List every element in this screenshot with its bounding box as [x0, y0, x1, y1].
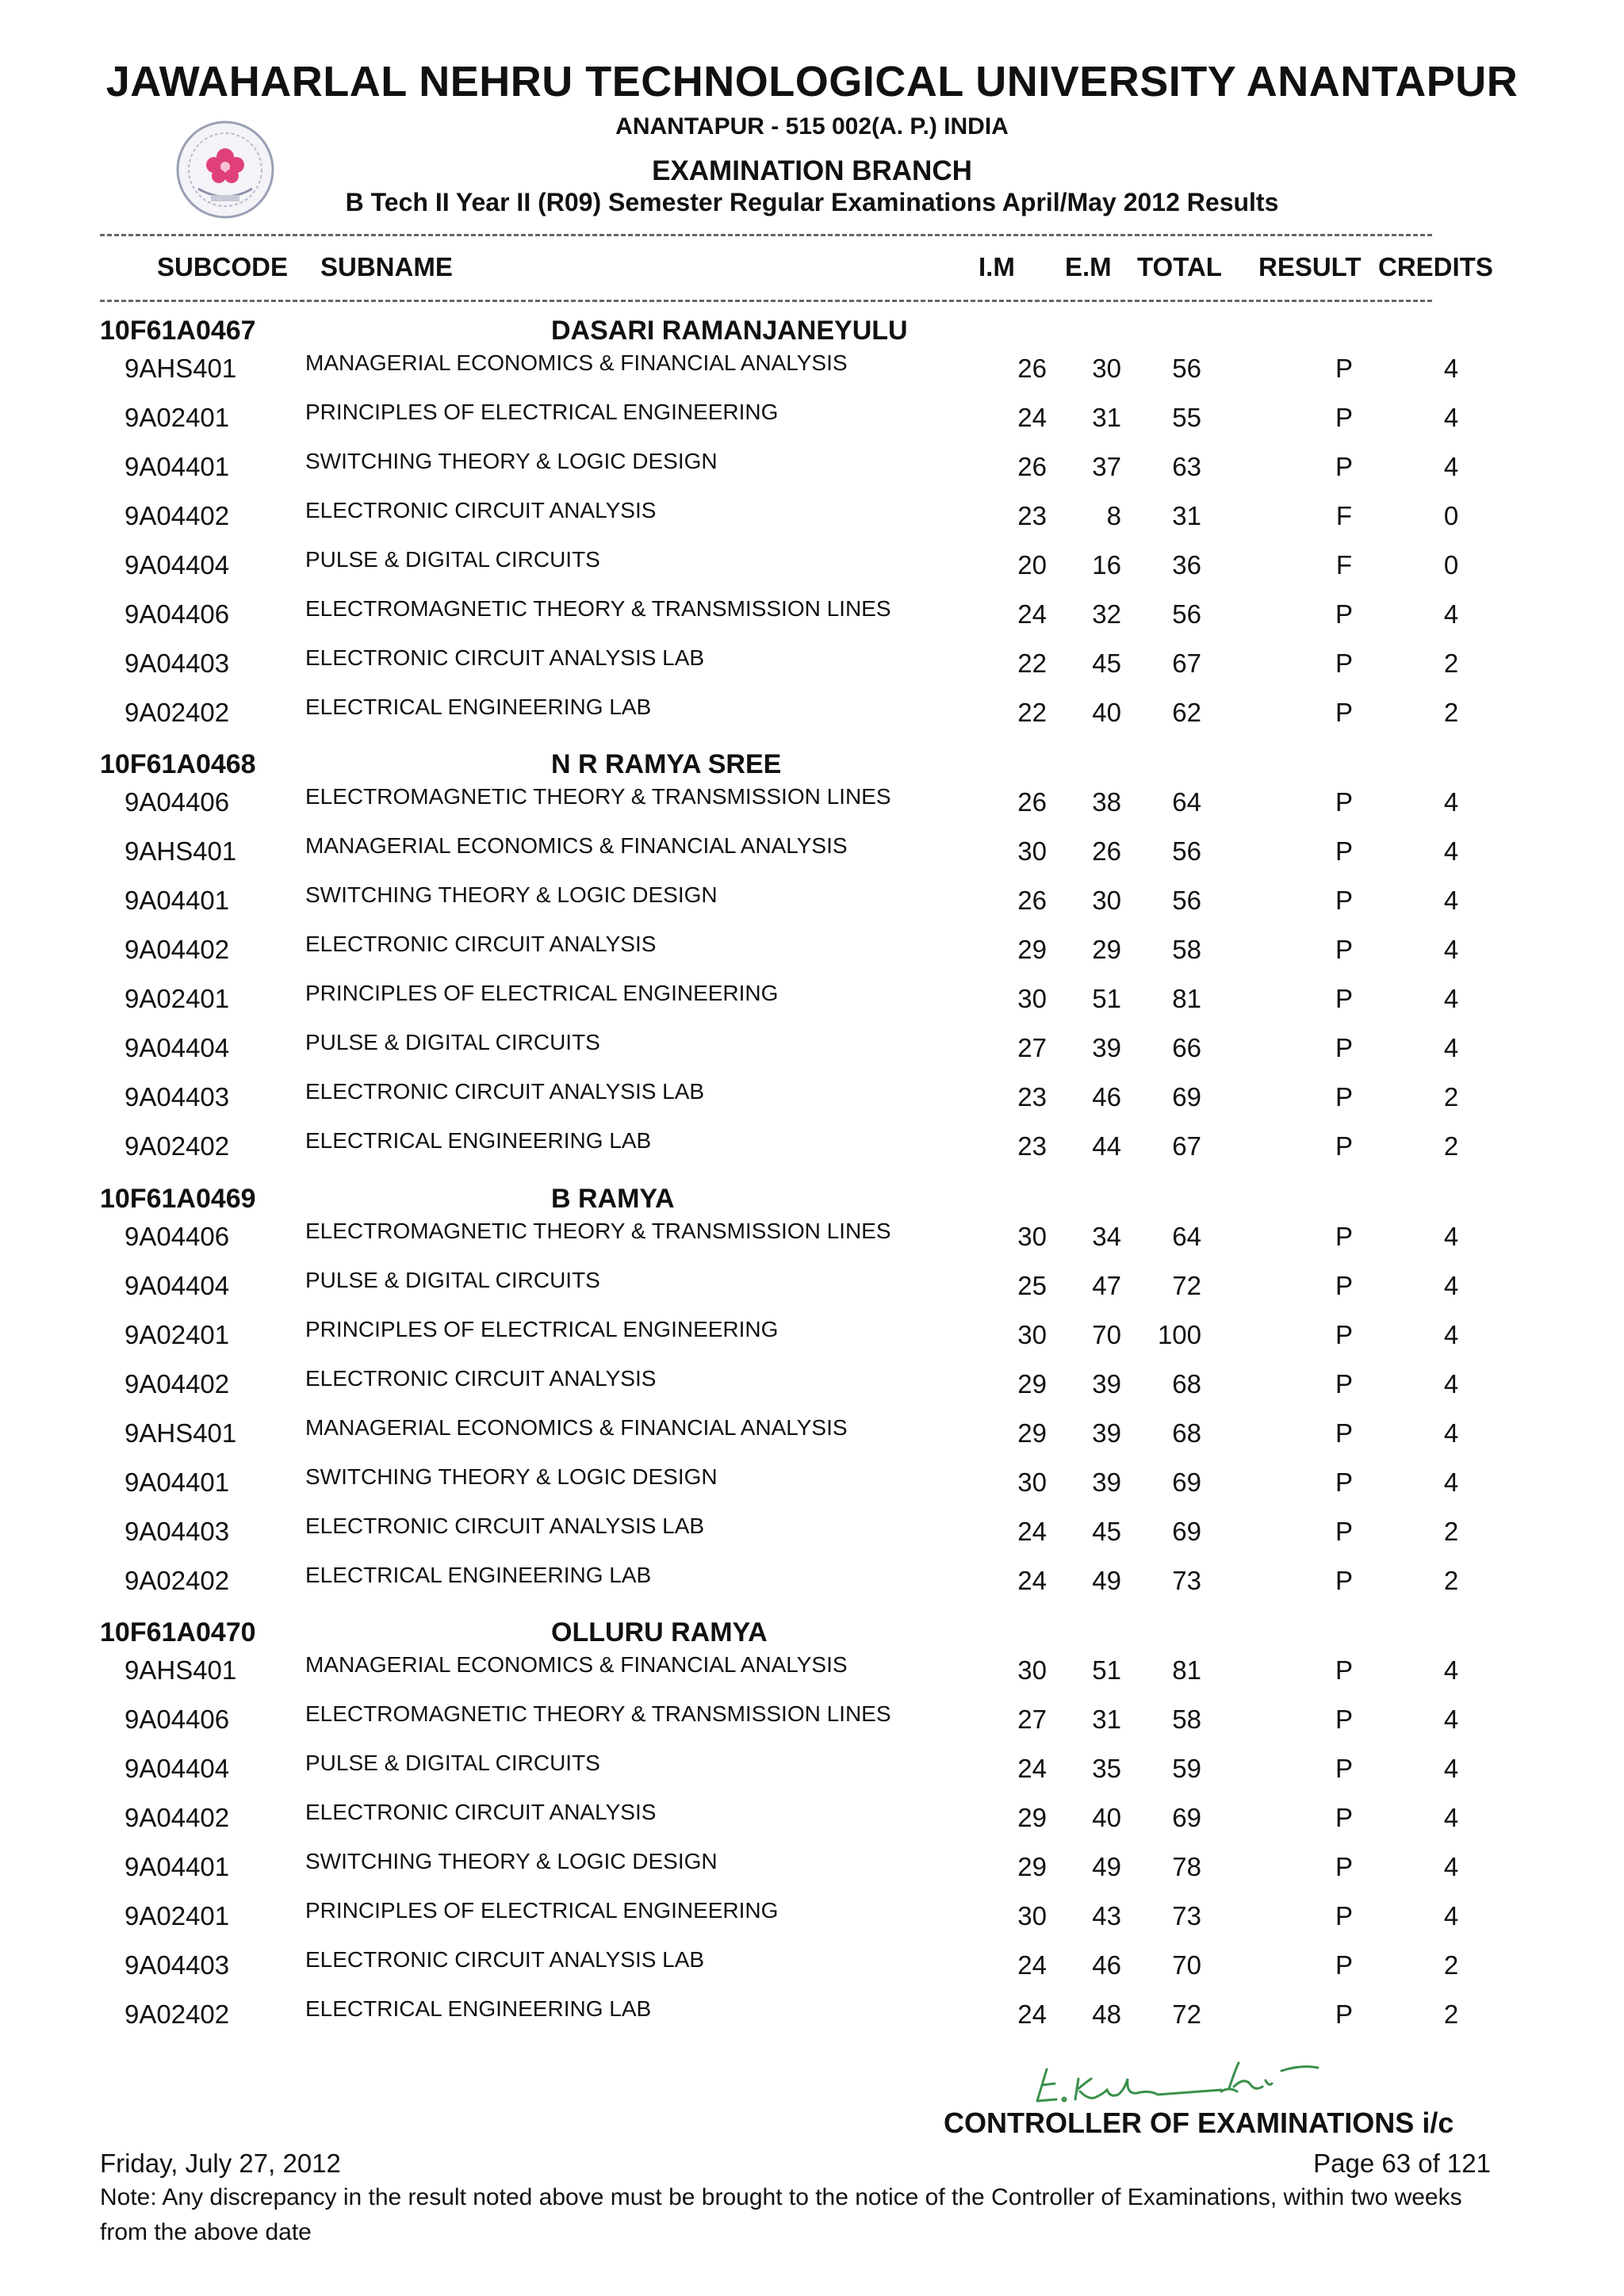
result: P [1335, 1517, 1353, 1546]
subject-code: 9A04404 [124, 1033, 230, 1062]
internal-marks: 30 [1017, 1320, 1047, 1349]
col-result: RESULT [1258, 252, 1362, 281]
total-marks: 73 [1172, 1566, 1201, 1595]
subject-name: ELECTROMAGNETIC THEORY & TRANSMISSION LINES [305, 596, 891, 621]
subject-code: 9A02402 [124, 1999, 230, 2029]
external-marks: 40 [1092, 1803, 1121, 1832]
table-row [0, 1898, 1624, 1946]
total-marks: 72 [1172, 1999, 1201, 2029]
credits: 4 [1443, 1705, 1459, 1734]
total-marks: 66 [1172, 1033, 1201, 1062]
table-row [0, 1219, 1624, 1266]
internal-marks: 24 [1017, 403, 1047, 432]
credits: 4 [1443, 403, 1459, 432]
subject-name: ELECTRONIC CIRCUIT ANALYSIS LAB [305, 1079, 705, 1104]
subject-code: 9A04403 [124, 649, 230, 678]
credits: 4 [1443, 1033, 1459, 1062]
student-name: DASARI RAMANJANEYULU [551, 316, 908, 346]
total-marks: 78 [1172, 1852, 1201, 1881]
subject-code: 9AHS401 [124, 836, 237, 866]
subject-code: 9A02401 [124, 1320, 230, 1349]
external-marks: 49 [1092, 1852, 1121, 1881]
result: P [1335, 1754, 1353, 1783]
total-marks: 69 [1172, 1082, 1201, 1112]
subject-name: ELECTRONIC CIRCUIT ANALYSIS LAB [305, 645, 705, 670]
discrepancy-note: Note: Any discrepancy in the result noted above must be brought to the notice of the Controller of Examinations, within two weeks from the above date [100, 2184, 1462, 2245]
subject-name: PULSE & DIGITAL CIRCUITS [305, 1751, 600, 1775]
external-marks: 30 [1092, 886, 1121, 915]
subject-name: ELECTRONIC CIRCUIT ANALYSIS LAB [305, 1947, 705, 1972]
credits: 2 [1443, 1082, 1459, 1112]
result: P [1335, 403, 1353, 432]
table-row [0, 981, 1624, 1028]
hall-ticket-number: 10F61A0470 [100, 1617, 256, 1647]
col-credits: CREDITS [1378, 252, 1493, 281]
credits: 4 [1443, 886, 1459, 915]
table-row [0, 833, 1624, 881]
total-marks: 56 [1172, 599, 1201, 629]
external-marks: 30 [1092, 354, 1121, 383]
credits: 4 [1443, 599, 1459, 629]
credits: 0 [1443, 550, 1459, 580]
credits: 4 [1443, 1803, 1459, 1832]
external-marks: 38 [1092, 787, 1121, 817]
student-name: B RAMYA [551, 1184, 675, 1214]
subject-code: 9AHS401 [124, 1655, 237, 1685]
subject-name: ELECTRONIC CIRCUIT ANALYSIS LAB [305, 1513, 705, 1538]
credits: 4 [1443, 1369, 1459, 1399]
total-marks: 58 [1172, 935, 1201, 964]
internal-marks: 29 [1017, 1803, 1047, 1832]
table-row [0, 596, 1624, 644]
external-marks: 31 [1092, 403, 1121, 432]
col-subcode: SUBCODE [157, 252, 289, 281]
internal-marks: 24 [1017, 1999, 1047, 2029]
table-row [0, 1128, 1624, 1176]
table-row [0, 1996, 1624, 2044]
internal-marks: 29 [1017, 1418, 1047, 1448]
divider [100, 300, 1432, 302]
col-im: I.M [979, 252, 1015, 281]
credits: 2 [1443, 1566, 1459, 1595]
credits: 4 [1443, 1901, 1459, 1931]
external-marks: 39 [1092, 1033, 1121, 1062]
subject-name: ELECTROMAGNETIC THEORY & TRANSMISSION LINES [305, 1701, 891, 1726]
internal-marks: 30 [1017, 984, 1047, 1013]
table-row [0, 1947, 1624, 1995]
result: P [1335, 1222, 1353, 1251]
signature-icon [1031, 2055, 1332, 2110]
subject-name: PRINCIPLES OF ELECTRICAL ENGINEERING [305, 981, 779, 1005]
subject-code: 9A02401 [124, 403, 230, 432]
total-marks: 56 [1172, 836, 1201, 866]
table-row [0, 1268, 1624, 1315]
total-marks: 68 [1172, 1418, 1201, 1448]
subject-code: 9A04403 [124, 1082, 230, 1112]
subject-name: ELECTRONIC CIRCUIT ANALYSIS [305, 1366, 657, 1391]
external-marks: 37 [1092, 452, 1121, 481]
credits: 4 [1443, 1655, 1459, 1685]
divider [100, 234, 1432, 236]
internal-marks: 25 [1017, 1271, 1047, 1300]
total-marks: 59 [1172, 1754, 1201, 1783]
subject-code: 9AHS401 [124, 1418, 237, 1448]
result: P [1335, 1082, 1353, 1112]
credits: 4 [1443, 354, 1459, 383]
subject-code: 9A04406 [124, 787, 230, 817]
subject-code: 9A04406 [124, 599, 230, 629]
external-marks: 45 [1092, 649, 1121, 678]
subject-code: 9A04402 [124, 935, 230, 964]
credits: 4 [1443, 452, 1459, 481]
subject-code: 9AHS401 [124, 354, 237, 383]
hall-ticket-number: 10F61A0467 [100, 316, 256, 346]
subject-code: 9A04401 [124, 452, 230, 481]
total-marks: 56 [1172, 886, 1201, 915]
subject-code: 9A04404 [124, 550, 230, 580]
result: P [1335, 1033, 1353, 1062]
result: F [1335, 550, 1353, 580]
total-marks: 73 [1172, 1901, 1201, 1931]
credits: 4 [1443, 1418, 1459, 1448]
internal-marks: 20 [1017, 550, 1047, 580]
subject-code: 9A04402 [124, 501, 230, 530]
subject-name: PULSE & DIGITAL CIRCUITS [305, 1268, 600, 1292]
external-marks: 34 [1092, 1222, 1121, 1251]
credits: 4 [1443, 1320, 1459, 1349]
internal-marks: 24 [1017, 1517, 1047, 1546]
total-marks: 70 [1172, 1950, 1201, 1980]
external-marks: 39 [1092, 1468, 1121, 1497]
subject-code: 9A04403 [124, 1517, 230, 1546]
result: P [1335, 599, 1353, 629]
external-marks: 8 [1106, 501, 1121, 530]
table-row [0, 400, 1624, 447]
col-total: TOTAL [1137, 252, 1222, 281]
result: P [1335, 698, 1353, 727]
result: P [1335, 1950, 1353, 1980]
external-marks: 31 [1092, 1705, 1121, 1734]
credits: 4 [1443, 1754, 1459, 1783]
table-row [0, 498, 1624, 545]
credits: 4 [1443, 1222, 1459, 1251]
credits: 2 [1443, 649, 1459, 678]
internal-marks: 24 [1017, 1566, 1047, 1595]
result: P [1335, 452, 1353, 481]
subject-code: 9A04404 [124, 1271, 230, 1300]
table-row [0, 695, 1624, 742]
subject-name: ELECTRICAL ENGINEERING LAB [305, 695, 652, 719]
credits: 2 [1443, 1517, 1459, 1546]
page-number: Page 63 of 121 [1313, 2149, 1491, 2178]
subject-code: 9A02402 [124, 698, 230, 727]
table-row [0, 1701, 1624, 1749]
internal-marks: 24 [1017, 1754, 1047, 1783]
total-marks: 58 [1172, 1705, 1201, 1734]
subject-name: MANAGERIAL ECONOMICS & FINANCIAL ANALYSIS [305, 1652, 848, 1677]
table-row [0, 547, 1624, 595]
external-marks: 46 [1092, 1950, 1121, 1980]
table-row [0, 1751, 1624, 1798]
credits: 2 [1443, 1999, 1459, 2029]
subject-code: 9A02401 [124, 984, 230, 1013]
external-marks: 45 [1092, 1517, 1121, 1546]
result: P [1335, 1803, 1353, 1832]
result: P [1335, 1468, 1353, 1497]
result: P [1335, 1418, 1353, 1448]
table-row [0, 882, 1624, 930]
external-marks: 51 [1092, 984, 1121, 1013]
credits: 4 [1443, 836, 1459, 866]
subject-name: ELECTRICAL ENGINEERING LAB [305, 1563, 652, 1587]
result: P [1335, 1655, 1353, 1685]
print-date: Friday, July 27, 2012 [100, 2149, 341, 2178]
internal-marks: 30 [1017, 836, 1047, 866]
total-marks: 67 [1172, 1131, 1201, 1161]
external-marks: 39 [1092, 1369, 1121, 1399]
internal-marks: 23 [1017, 501, 1047, 530]
result: P [1335, 836, 1353, 866]
total-marks: 69 [1172, 1468, 1201, 1497]
internal-marks: 23 [1017, 1082, 1047, 1112]
subject-name: PRINCIPLES OF ELECTRICAL ENGINEERING [305, 400, 779, 424]
external-marks: 70 [1092, 1320, 1121, 1349]
total-marks: 81 [1172, 1655, 1201, 1685]
subject-name: ELECTRONIC CIRCUIT ANALYSIS [305, 932, 657, 956]
external-marks: 35 [1092, 1754, 1121, 1783]
subject-name: ELECTRONIC CIRCUIT ANALYSIS [305, 498, 657, 522]
table-row [0, 1563, 1624, 1610]
table-row [0, 1800, 1624, 1847]
credits: 2 [1443, 1131, 1459, 1161]
external-marks: 39 [1092, 1418, 1121, 1448]
subject-name: ELECTROMAGNETIC THEORY & TRANSMISSION LINES [305, 1219, 891, 1243]
result: P [1335, 1131, 1353, 1161]
internal-marks: 30 [1017, 1468, 1047, 1497]
controller-signatory: CONTROLLER OF EXAMINATIONS i/c [944, 2107, 1454, 2139]
external-marks: 29 [1092, 935, 1121, 964]
subject-code: 9A02402 [124, 1566, 230, 1595]
internal-marks: 26 [1017, 452, 1047, 481]
total-marks: 72 [1172, 1271, 1201, 1300]
result: P [1335, 886, 1353, 915]
table-row [0, 1464, 1624, 1512]
internal-marks: 30 [1017, 1222, 1047, 1251]
total-marks: 36 [1172, 550, 1201, 580]
total-marks: 56 [1172, 354, 1201, 383]
total-marks: 64 [1172, 1222, 1201, 1251]
result: P [1335, 1369, 1353, 1399]
result: F [1335, 501, 1353, 530]
subject-code: 9A04401 [124, 886, 230, 915]
credits: 2 [1443, 698, 1459, 727]
table-row [0, 1317, 1624, 1364]
result: P [1335, 1566, 1353, 1595]
exam-title: B Tech II Year II (R09) Semester Regular Examinations April/May 2012 Results [345, 188, 1279, 216]
subject-code: 9A02402 [124, 1131, 230, 1161]
subject-name: MANAGERIAL ECONOMICS & FINANCIAL ANALYSIS [305, 1415, 848, 1440]
total-marks: 64 [1172, 787, 1201, 817]
university-title: JAWAHARLAL NEHRU TECHNOLOGICAL UNIVERSITY ANANTAPUR [105, 58, 1519, 105]
table-row [0, 932, 1624, 979]
subject-code: 9A04404 [124, 1754, 230, 1783]
table-row [0, 1849, 1624, 1896]
result: P [1335, 354, 1353, 383]
internal-marks: 27 [1017, 1705, 1047, 1734]
table-row [0, 1513, 1624, 1561]
table-row [0, 645, 1624, 693]
subject-code: 9A02401 [124, 1901, 230, 1931]
credits: 4 [1443, 1468, 1459, 1497]
col-em: E.M [1065, 252, 1112, 281]
internal-marks: 29 [1017, 1369, 1047, 1399]
total-marks: 69 [1172, 1803, 1201, 1832]
external-marks: 49 [1092, 1566, 1121, 1595]
student-name: OLLURU RAMYA [551, 1617, 768, 1647]
external-marks: 43 [1092, 1901, 1121, 1931]
internal-marks: 26 [1017, 354, 1047, 383]
result: P [1335, 787, 1353, 817]
table-row [0, 1366, 1624, 1414]
internal-marks: 22 [1017, 698, 1047, 727]
subject-name: MANAGERIAL ECONOMICS & FINANCIAL ANALYSIS [305, 833, 848, 858]
col-subname: SUBNAME [320, 252, 453, 281]
result: P [1335, 935, 1353, 964]
subject-name: MANAGERIAL ECONOMICS & FINANCIAL ANALYSIS [305, 350, 848, 375]
examination-branch: EXAMINATION BRANCH [652, 155, 972, 186]
hall-ticket-number: 10F61A0469 [100, 1184, 256, 1214]
subject-name: SWITCHING THEORY & LOGIC DESIGN [305, 449, 718, 473]
credits: 4 [1443, 1271, 1459, 1300]
result: P [1335, 649, 1353, 678]
credits: 4 [1443, 984, 1459, 1013]
external-marks: 40 [1092, 698, 1121, 727]
credits: 0 [1443, 501, 1459, 530]
student-name: N R RAMYA SREE [551, 749, 782, 779]
internal-marks: 30 [1017, 1655, 1047, 1685]
external-marks: 44 [1092, 1131, 1121, 1161]
total-marks: 68 [1172, 1369, 1201, 1399]
credits: 4 [1443, 1852, 1459, 1881]
external-marks: 26 [1092, 836, 1121, 866]
university-address: ANANTAPUR - 515 002(A. P.) INDIA [615, 113, 1009, 140]
internal-marks: 27 [1017, 1033, 1047, 1062]
credits: 4 [1443, 935, 1459, 964]
external-marks: 16 [1092, 550, 1121, 580]
subject-name: PRINCIPLES OF ELECTRICAL ENGINEERING [305, 1898, 779, 1923]
external-marks: 46 [1092, 1082, 1121, 1112]
total-marks: 81 [1172, 984, 1201, 1013]
table-row [0, 350, 1624, 398]
total-marks: 100 [1157, 1320, 1201, 1349]
subject-name: SWITCHING THEORY & LOGIC DESIGN [305, 1849, 718, 1873]
external-marks: 47 [1092, 1271, 1121, 1300]
total-marks: 31 [1172, 501, 1201, 530]
total-marks: 55 [1172, 403, 1201, 432]
subject-code: 9A04406 [124, 1222, 230, 1251]
internal-marks: 22 [1017, 649, 1047, 678]
subject-name: SWITCHING THEORY & LOGIC DESIGN [305, 882, 718, 907]
internal-marks: 29 [1017, 1852, 1047, 1881]
internal-marks: 23 [1017, 1131, 1047, 1161]
subject-name: SWITCHING THEORY & LOGIC DESIGN [305, 1464, 718, 1489]
subject-code: 9A04403 [124, 1950, 230, 1980]
result: P [1335, 1852, 1353, 1881]
subject-name: PULSE & DIGITAL CIRCUITS [305, 1030, 600, 1054]
table-row [0, 1030, 1624, 1077]
subject-name: ELECTRONIC CIRCUIT ANALYSIS [305, 1800, 657, 1824]
subject-code: 9A04402 [124, 1803, 230, 1832]
internal-marks: 26 [1017, 886, 1047, 915]
subject-name: PRINCIPLES OF ELECTRICAL ENGINEERING [305, 1317, 779, 1341]
hall-ticket-number: 10F61A0468 [100, 749, 256, 779]
subject-name: ELECTRICAL ENGINEERING LAB [305, 1996, 652, 2021]
external-marks: 51 [1092, 1655, 1121, 1685]
internal-marks: 30 [1017, 1901, 1047, 1931]
internal-marks: 26 [1017, 787, 1047, 817]
subject-name: ELECTROMAGNETIC THEORY & TRANSMISSION LINES [305, 784, 891, 809]
total-marks: 63 [1172, 452, 1201, 481]
result: P [1335, 1271, 1353, 1300]
internal-marks: 24 [1017, 1950, 1047, 1980]
result: P [1335, 1901, 1353, 1931]
result: P [1335, 1705, 1353, 1734]
subject-name: ELECTRICAL ENGINEERING LAB [305, 1128, 652, 1153]
subject-code: 9A04406 [124, 1705, 230, 1734]
table-row [0, 449, 1624, 496]
external-marks: 48 [1092, 1999, 1121, 2029]
credits: 2 [1443, 1950, 1459, 1980]
table-row [0, 1079, 1624, 1127]
external-marks: 32 [1092, 599, 1121, 629]
internal-marks: 29 [1017, 935, 1047, 964]
total-marks: 69 [1172, 1517, 1201, 1546]
subject-name: PULSE & DIGITAL CIRCUITS [305, 547, 600, 572]
result: P [1335, 1320, 1353, 1349]
subject-code: 9A04402 [124, 1369, 230, 1399]
subject-code: 9A04401 [124, 1468, 230, 1497]
credits: 4 [1443, 787, 1459, 817]
total-marks: 67 [1172, 649, 1201, 678]
table-row [0, 1415, 1624, 1463]
result: P [1335, 1999, 1353, 2029]
internal-marks: 24 [1017, 599, 1047, 629]
total-marks: 62 [1172, 698, 1201, 727]
table-row [0, 1652, 1624, 1700]
subject-code: 9A04401 [124, 1852, 230, 1881]
result: P [1335, 984, 1353, 1013]
table-row [0, 784, 1624, 832]
